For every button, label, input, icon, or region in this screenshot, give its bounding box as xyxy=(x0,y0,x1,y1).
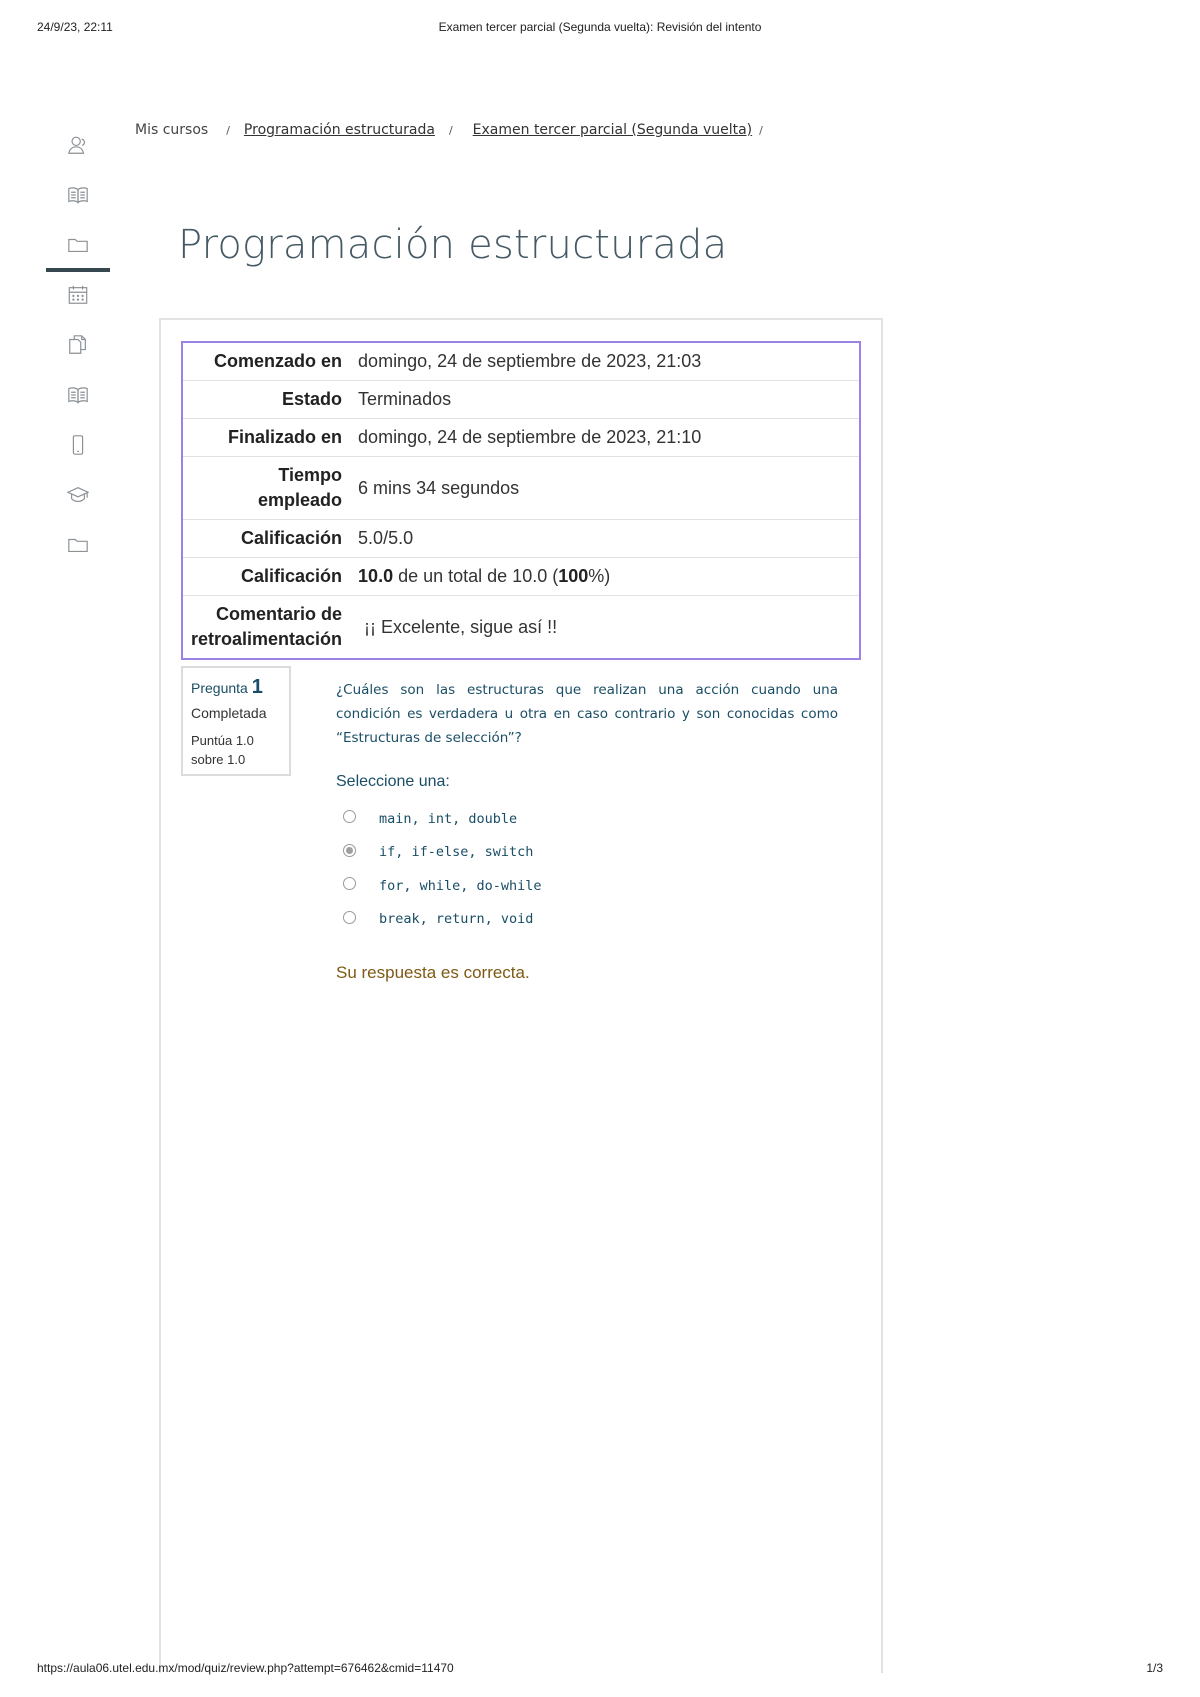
answer-feedback: Su respuesta es correcta. xyxy=(336,963,530,982)
book-icon xyxy=(67,384,89,406)
breadcrumb-quiz-link[interactable]: Examen tercer parcial (Segunda vuelta) xyxy=(472,122,753,138)
answer-option[interactable] xyxy=(343,903,542,937)
breadcrumb-separator: / xyxy=(759,124,763,137)
sidebar-item-mobile[interactable] xyxy=(46,420,110,470)
feedback-value: ¡¡ Excelente, sigue así !! xyxy=(350,596,860,660)
grade-end: %) xyxy=(588,566,611,586)
table-row xyxy=(182,558,860,596)
breadcrumb-my-courses[interactable]: Mis cursos xyxy=(135,122,209,138)
grade-label: Calificación xyxy=(182,558,350,596)
breadcrumb-separator: / xyxy=(226,124,230,137)
sidebar-item-documents[interactable] xyxy=(46,320,110,370)
sidebar-item-graduation[interactable] xyxy=(46,470,110,520)
book-icon xyxy=(67,184,89,206)
answer-option[interactable] xyxy=(343,869,542,903)
page-title: Programación estructurada xyxy=(178,222,728,268)
print-page-number: 1/3 xyxy=(1146,1661,1163,1675)
breadcrumb-separator: / xyxy=(448,124,453,137)
radio-button[interactable] xyxy=(343,911,356,924)
sidebar-item-library[interactable] xyxy=(46,370,110,420)
question-text: ¿Cuáles son las estructuras que realizan una acción cuando una condición es verdadera u otra en caso contrario y son conocidas como “Estructuras de selección”? xyxy=(336,682,838,746)
marks-value: 5.0/5.0 xyxy=(350,520,860,558)
grade-score: 10.0 xyxy=(358,566,394,586)
sidebar xyxy=(46,120,110,570)
folder-icon xyxy=(67,534,89,556)
calendar-icon xyxy=(67,284,89,306)
question-label: Pregunta xyxy=(191,680,248,696)
time-taken-label xyxy=(182,457,350,520)
question-grade-line1: Puntúa 1.0 xyxy=(191,733,254,748)
print-date: 24/9/23, 22:11 xyxy=(37,20,113,34)
print-footer xyxy=(37,1661,1163,1681)
started-label: Comenzado en xyxy=(182,342,350,381)
answer-option-label: if, if-else, switch xyxy=(379,844,534,861)
time-taken-label-line1: Tiempo xyxy=(278,465,343,485)
attempt-summary-table xyxy=(181,341,861,660)
time-taken-label-line2: empleado xyxy=(258,490,343,510)
finished-label: Finalizado en xyxy=(182,419,350,457)
question-info-box xyxy=(181,666,291,776)
grade-total: de un total de 10.0 ( xyxy=(393,566,559,586)
started-value: domingo, 24 de septiembre de 2023, 21:03 xyxy=(350,342,860,381)
breadcrumb xyxy=(135,122,777,138)
answer-option-label: break, return, void xyxy=(379,911,534,928)
answer-option-label: for, while, do-while xyxy=(379,877,542,894)
table-row xyxy=(182,596,860,660)
print-header xyxy=(37,20,1163,40)
phone-icon xyxy=(67,434,89,456)
state-label: Estado xyxy=(182,381,350,419)
folder-icon xyxy=(67,234,89,256)
question-number: 1 xyxy=(251,676,263,698)
breadcrumb-course-link[interactable]: Programación estructurada xyxy=(243,122,435,138)
state-value: Terminados xyxy=(350,381,860,419)
table-row xyxy=(182,520,860,558)
user-icon xyxy=(67,134,89,156)
feedback-label xyxy=(182,596,350,660)
radio-button-selected[interactable] xyxy=(343,844,356,857)
answer-option-label: main, int, double xyxy=(379,810,518,827)
grade-percent: 100 xyxy=(558,566,589,586)
radio-button[interactable] xyxy=(343,810,356,823)
documents-icon xyxy=(67,334,89,356)
graduation-cap-icon xyxy=(67,484,89,506)
sidebar-item-profile[interactable] xyxy=(46,120,110,170)
table-row xyxy=(182,457,860,520)
sidebar-item-files[interactable] xyxy=(46,220,110,270)
answer-options xyxy=(343,802,542,936)
sidebar-item-courses[interactable] xyxy=(46,170,110,220)
table-row xyxy=(182,381,860,419)
question-grade-line2: sobre 1.0 xyxy=(191,752,246,767)
marks-label: Calificación xyxy=(182,520,350,558)
question-state: Completada xyxy=(191,705,267,721)
answer-option[interactable] xyxy=(343,836,542,870)
answer-option[interactable] xyxy=(343,802,542,836)
sidebar-item-calendar[interactable] xyxy=(46,270,110,320)
question-number-line xyxy=(191,676,281,699)
sidebar-item-folder[interactable] xyxy=(46,520,110,570)
print-url: https://aula06.utel.edu.mx/mod/quiz/review.php?attempt=676462&cmid=11470 xyxy=(37,1661,454,1675)
feedback-label-line2: retroalimentación xyxy=(191,629,343,649)
table-row xyxy=(182,342,860,381)
feedback-label-line1: Comentario de xyxy=(216,604,343,624)
radio-button[interactable] xyxy=(343,877,356,890)
answer-prompt: Seleccione una: xyxy=(336,773,450,790)
question-grade xyxy=(191,731,281,769)
grade-value xyxy=(350,558,860,596)
time-taken-value: 6 mins 34 segundos xyxy=(350,457,860,520)
print-title: Examen tercer parcial (Segunda vuelta): Revisión del intento xyxy=(438,20,762,34)
finished-value: domingo, 24 de septiembre de 2023, 21:10 xyxy=(350,419,860,457)
table-row xyxy=(182,419,860,457)
